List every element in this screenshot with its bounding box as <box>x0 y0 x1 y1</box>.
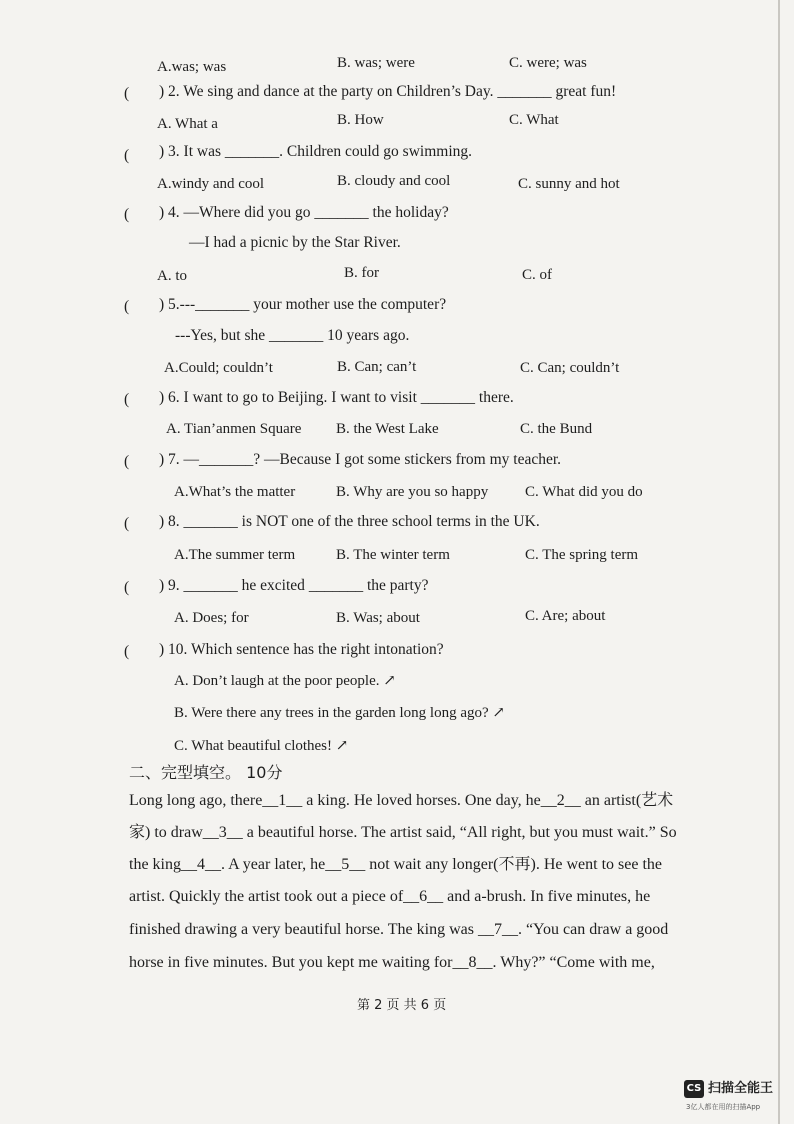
q5-reply-text: ---Yes, but she <box>175 327 270 344</box>
q9-blank-1: _______ <box>183 577 238 594</box>
q4-reply: —I had a picnic by the Star River. <box>189 234 401 251</box>
q8-option-c: C. The spring term <box>525 547 639 563</box>
q7-option-a: A.What’s the matter <box>174 484 296 500</box>
q6-stem-text: ) 6. I want to go to Beijing. I want to visit <box>159 389 421 406</box>
q4-blank: _______ <box>314 204 369 221</box>
q6-paren: ( <box>124 391 130 408</box>
passage-text: not wait any longer(不再). He went to see the <box>365 856 663 873</box>
q10-option-b: B. Were there any trees in the garden long long ago? ↗ <box>174 705 505 721</box>
q3-stem-text: ) 3. It was <box>159 143 225 160</box>
q5-reply-tail: 10 years ago. <box>323 327 410 344</box>
q10-option-c: C. What beautiful clothes! ↗ <box>174 738 349 754</box>
q3-paren: ( <box>124 147 130 164</box>
q9-blank-2: _______ <box>308 577 364 594</box>
passage-text: . A year later, he <box>221 856 326 873</box>
q9-tail: the party? <box>363 577 429 594</box>
q9-paren: ( <box>124 579 130 596</box>
q6-blank: _______ <box>420 389 476 406</box>
q2-option-b: B. How <box>337 112 384 128</box>
page-number: 第 2 页 共 6 页 <box>357 998 447 1013</box>
q3-blank: _______ <box>224 143 280 160</box>
q8-option-a: A.The summer term <box>174 547 296 563</box>
q1-option-c: C. were; was <box>509 55 587 71</box>
passage-text: 家) to draw <box>129 824 203 841</box>
q6-option-a: A. Tian’anmen Square <box>166 421 302 437</box>
q6-option-b: B. the West Lake <box>336 421 439 437</box>
q5-option-b: B. Can; can’t <box>337 359 417 375</box>
passage-line-1 <box>129 790 673 812</box>
passage-blank-6: __6__ <box>403 888 444 905</box>
camscanner-logo-icon: CS <box>684 1080 704 1098</box>
q1-option-b: B. was; were <box>337 55 415 71</box>
q7-stem <box>159 450 561 470</box>
passage-blank-4: __4__ <box>181 856 221 873</box>
passage-line-5 <box>129 919 668 941</box>
q7-paren: ( <box>124 453 130 470</box>
q2-option-a: A. What a <box>157 116 218 132</box>
q10-stem: ) 10. Which sentence has the right intonation? <box>159 641 444 658</box>
passage-text: horse in five minutes. But you kept me waiting for <box>129 954 453 971</box>
q5-reply <box>175 326 409 346</box>
passage-line-2 <box>129 822 677 844</box>
q4-stem-text: ) 4. —Where did you go <box>159 204 315 221</box>
q3-tail: . Children could go swimming. <box>279 143 473 160</box>
q4-option-a: A. to <box>157 268 187 284</box>
passage-line-4 <box>129 886 650 908</box>
passage-line-6 <box>129 952 655 974</box>
q4-tail: the holiday? <box>368 204 449 221</box>
q5-stem <box>159 295 446 315</box>
q8-blank: _______ <box>183 513 238 530</box>
q9-option-b: B. Was; about <box>336 610 420 626</box>
section-2-title: 二、完型填空。 10分 <box>129 763 283 782</box>
q3-option-a: A.windy and cool <box>157 176 265 192</box>
q7-option-b: B. Why are you so happy <box>336 484 489 500</box>
q9-option-c: C. Are; about <box>525 608 606 624</box>
passage-line-3 <box>129 854 662 876</box>
passage-blank-8: __8__ <box>452 954 493 971</box>
q3-option-b: B. cloudy and cool <box>337 173 451 189</box>
passage-text: . “You can draw a good <box>517 921 669 938</box>
camscanner-name: 扫描全能王 <box>708 1081 774 1096</box>
passage-text: artist. Quickly the artist took out a piece of <box>129 888 404 905</box>
q2-blank: _______ <box>497 83 552 100</box>
q10-option-a: A. Don’t laugh at the poor people. ↗ <box>174 673 396 689</box>
q8-option-b: B. The winter term <box>336 547 450 563</box>
q1-option-a: A.was; was <box>157 59 227 75</box>
passage-text: Long long ago, there <box>129 792 263 809</box>
passage-text: a beautiful horse. The artist said, “All right, but you must wait.” So <box>242 824 677 841</box>
q9-stem-text: ) 9. <box>159 577 184 594</box>
passage-blank-5: __5__ <box>325 856 366 873</box>
q5-option-c: C. Can; couldn’t <box>520 360 620 376</box>
q9-option-a: A. Does; for <box>174 610 249 626</box>
q9-mid: he excited <box>237 577 309 594</box>
q3-stem <box>159 142 472 162</box>
q4-stem <box>159 203 449 223</box>
q8-paren: ( <box>124 515 130 532</box>
q5-paren: ( <box>124 298 130 315</box>
q2-stem <box>159 82 616 102</box>
passage-text: the king <box>129 856 181 873</box>
q7-tail: ? —Because I got some stickers from my teacher. <box>253 451 562 468</box>
q2-stem-text: ) 2. We sing and dance at the party on Children’s Day. <box>159 83 498 100</box>
passage-text: . Why?” “Come with me, <box>492 954 655 971</box>
passage-text: an artist(艺术 <box>580 792 674 809</box>
q9-stem <box>159 576 428 596</box>
q2-paren: ( <box>124 85 130 102</box>
passage-blank-3: __3__ <box>202 824 243 841</box>
q5-tail: your mother use the computer? <box>249 296 447 313</box>
camscanner-tagline: 3亿人都在用的扫描App <box>686 1103 761 1111</box>
q10-paren: ( <box>124 643 130 660</box>
passage-blank-2: __2__ <box>540 792 581 809</box>
passage-text: and a-brush. In five minutes, he <box>443 888 651 905</box>
q8-stem <box>159 512 540 532</box>
q7-option-c: C. What did you do <box>525 484 643 500</box>
q4-paren: ( <box>124 206 130 223</box>
q2-option-c: C. What <box>509 112 559 128</box>
q7-blank: _______ <box>199 451 254 468</box>
q6-tail: there. <box>475 389 514 406</box>
passage-blank-7: __7__ <box>477 921 518 938</box>
q8-stem-text: ) 8. <box>159 513 184 530</box>
passage-text: a king. He loved horses. One day, he <box>302 792 541 809</box>
passage-blank-1: __1__ <box>262 792 303 809</box>
q5-reply-blank: _______ <box>269 327 324 344</box>
scan-edge-line <box>778 0 780 1124</box>
q5-option-a: A.Could; couldn’t <box>164 360 273 376</box>
q4-option-c: C. of <box>522 267 552 283</box>
q4-option-b: B. for <box>344 265 379 281</box>
q6-option-c: C. the Bund <box>520 421 593 437</box>
q5-stem-text: ) 5.--- <box>159 296 196 313</box>
q8-tail: is NOT one of the three school terms in the UK. <box>237 513 540 530</box>
q6-stem <box>159 388 514 408</box>
q5-blank: _______ <box>195 296 250 313</box>
q3-option-c: C. sunny and hot <box>518 176 620 192</box>
q2-tail: great fun! <box>551 83 617 100</box>
q7-stem-text: ) 7. — <box>159 451 200 468</box>
passage-text: finished drawing a very beautiful horse. The king was <box>129 921 478 938</box>
